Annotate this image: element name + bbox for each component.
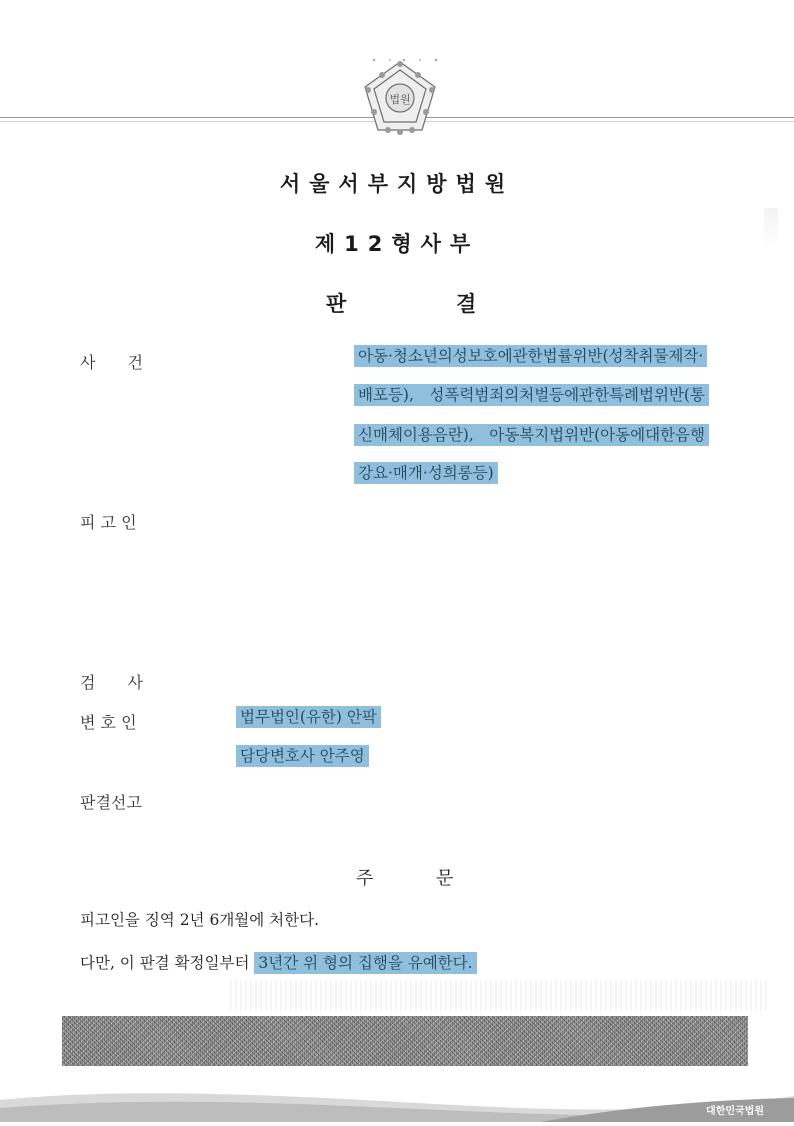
case-line-2: [354, 383, 709, 405]
scan-artifact: [370, 48, 450, 54]
case-label: 사 건: [80, 353, 143, 372]
document-type-left: 판: [326, 292, 347, 316]
counsel-attorney: [236, 744, 369, 766]
order-line-2: [80, 951, 477, 973]
order-heading-left: 주: [356, 868, 374, 889]
case-line-1: [354, 344, 707, 366]
order-heading-right: 문: [436, 868, 454, 889]
case-line-3: [354, 423, 709, 445]
order-line-2-highlight: 3년간 위 형의 집행을 유예한다.: [254, 952, 476, 974]
document-type-right: 결: [456, 292, 477, 316]
faded-scan-band: [230, 980, 770, 1010]
sentencing-date-label: 판결선고: [80, 793, 142, 812]
counsel-attorney-text: 담당변호사 안주영: [236, 745, 369, 767]
redacted-block: [62, 1016, 748, 1066]
seal-text: 법원: [389, 93, 411, 106]
order-line-1: 피고인을 징역 2년 6개월에 처한다.: [80, 911, 320, 929]
footer-wave: [0, 1086, 794, 1122]
order-line-2-prefix: 다만, 이 판결 확정일부터: [80, 954, 255, 972]
footer-brand: 대한민국법원: [706, 1106, 764, 1117]
court-seal-icon: [358, 56, 442, 140]
prosecutor-label: 검 사: [80, 673, 143, 692]
case-line-4: [354, 461, 498, 483]
counsel-firm-text: 법무법인(유한) 안팍: [236, 706, 381, 728]
counsel-label: 변 호 인: [80, 713, 137, 732]
defendant-label: 피 고 인: [80, 513, 137, 532]
court-name: 서울서부지방법원: [279, 172, 515, 196]
case-line-2-text: 배포등), 성폭력범죄의처벌등에관한특례법위반(통: [354, 384, 709, 406]
case-line-3-text: 신매체이용음란), 아동복지법위반(아동에대한음행: [354, 424, 709, 446]
case-line-4-text: 강요·매개·성희롱등): [354, 462, 498, 484]
counsel-firm: [236, 705, 381, 727]
division-name: 제12형사부: [314, 232, 480, 256]
case-line-1-text: 아동·청소년의성보호에관한법률위반(성착취물제작·: [354, 345, 707, 367]
